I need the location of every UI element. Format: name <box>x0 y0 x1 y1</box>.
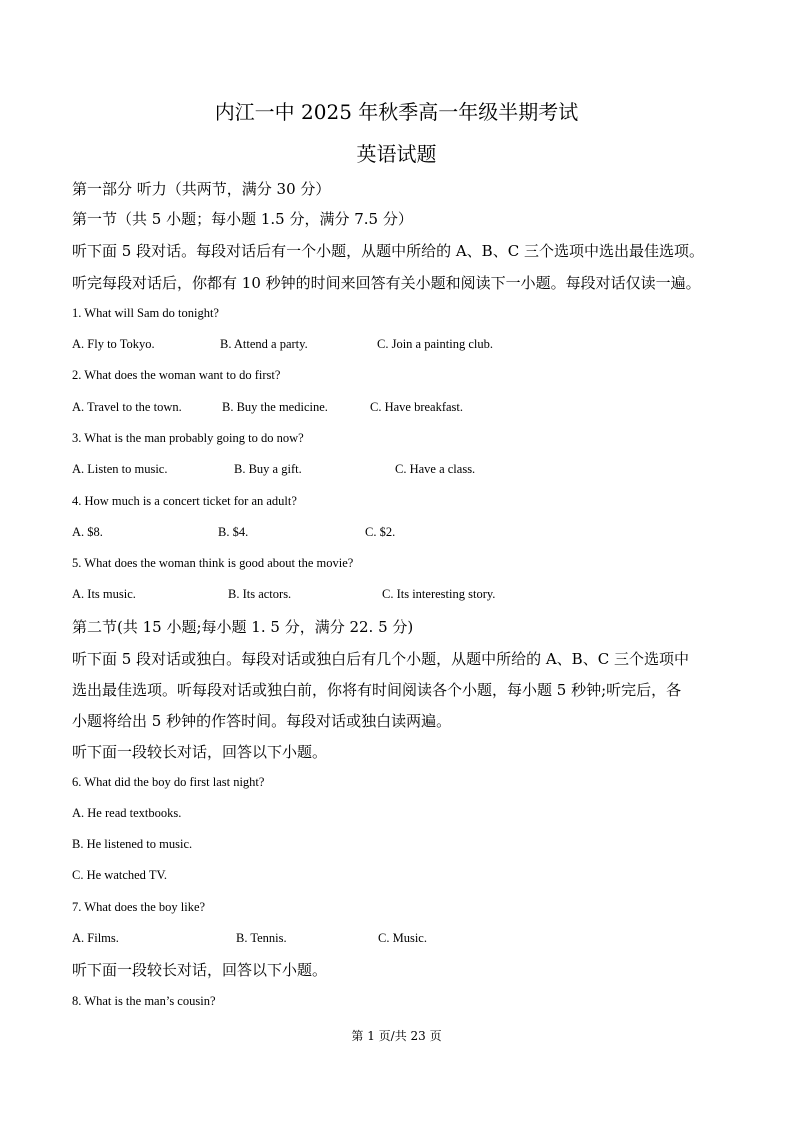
option-a: A. Films. <box>72 931 119 945</box>
group-intro: 听下面一段较长对话，回答以下小题。 <box>72 743 328 761</box>
option-b: B. $4. <box>218 525 249 539</box>
section1-instruction: 听完每段对话后，你都有 10 秒钟的时间来回答有关小题和阅读下一小题。每段对话仅读一遍。 <box>72 274 701 292</box>
section2-instruction: 选出最佳选项。听每段对话或独白前，你将有时间阅读各个小题，每小题 5 秒钟;听完后，各 <box>72 681 682 699</box>
question-5: 5. What does the woman think is good about the movie? <box>72 556 354 570</box>
group-intro: 听下面一段较长对话，回答以下小题。 <box>72 961 328 979</box>
option-a: A. $8. <box>72 525 103 539</box>
question-6: 6. What did the boy do first last night? <box>72 775 265 789</box>
page-footer: 第 1 页/共 23 页 <box>351 1029 442 1043</box>
question-3: 3. What is the man probably going to do now? <box>72 431 304 445</box>
part1-heading: 第一部分 听力（共两节，满分 30 分） <box>72 180 331 198</box>
section2-instruction: 听下面 5 段对话或独白。每段对话或独白后有几个小题，从题中所给的 A、B、C 三个选项中 <box>72 650 689 668</box>
option-c: C. Join a painting club. <box>377 337 493 351</box>
option-c: C. He watched TV. <box>72 868 168 882</box>
section1-heading: 第一节（共 5 小题；每小题 1.5 分，满分 7.5 分） <box>72 210 413 228</box>
option-b: B. Its actors. <box>228 587 292 601</box>
exam-title: 内江一中 2025 年秋季高一年级半期考试 <box>214 100 579 124</box>
section2-instruction: 小题将给出 5 秒钟的作答时间。每段对话或独白读两遍。 <box>72 712 452 730</box>
question-8: 8. What is the man’s cousin? <box>72 994 216 1008</box>
option-a: A. Listen to music. <box>72 462 168 476</box>
option-a: A. Travel to the town. <box>72 400 182 414</box>
question-1: 1. What will Sam do tonight? <box>72 306 219 320</box>
option-c: C. $2. <box>365 525 396 539</box>
option-b: B. Buy the medicine. <box>222 400 328 414</box>
option-c: C. Have breakfast. <box>370 400 464 414</box>
question-4: 4. How much is a concert ticket for an adult? <box>72 494 297 508</box>
question-2: 2. What does the woman want to do first? <box>72 368 281 382</box>
option-c: C. Music. <box>378 931 427 945</box>
option-b: B. Buy a gift. <box>234 462 302 476</box>
option-a: A. Fly to Tokyo. <box>72 337 155 351</box>
option-a: A. Its music. <box>72 587 136 601</box>
section1-instruction: 听下面 5 段对话。每段对话后有一个小题，从题中所给的 A、B、C 三个选项中选出最佳选项。 <box>72 242 704 260</box>
option-a: A. He read textbooks. <box>72 806 182 820</box>
section2-heading: 第二节(共 15 小题;每小题 1. 5 分，满分 22. 5 分) <box>72 618 414 636</box>
option-b: B. He listened to music. <box>72 837 193 851</box>
option-c: C. Its interesting story. <box>382 587 496 601</box>
question-7: 7. What does the boy like? <box>72 900 206 914</box>
option-c: C. Have a class. <box>395 462 476 476</box>
option-b: B. Attend a party. <box>220 337 308 351</box>
exam-subtitle: 英语试题 <box>356 142 437 166</box>
option-b: B. Tennis. <box>236 931 287 945</box>
